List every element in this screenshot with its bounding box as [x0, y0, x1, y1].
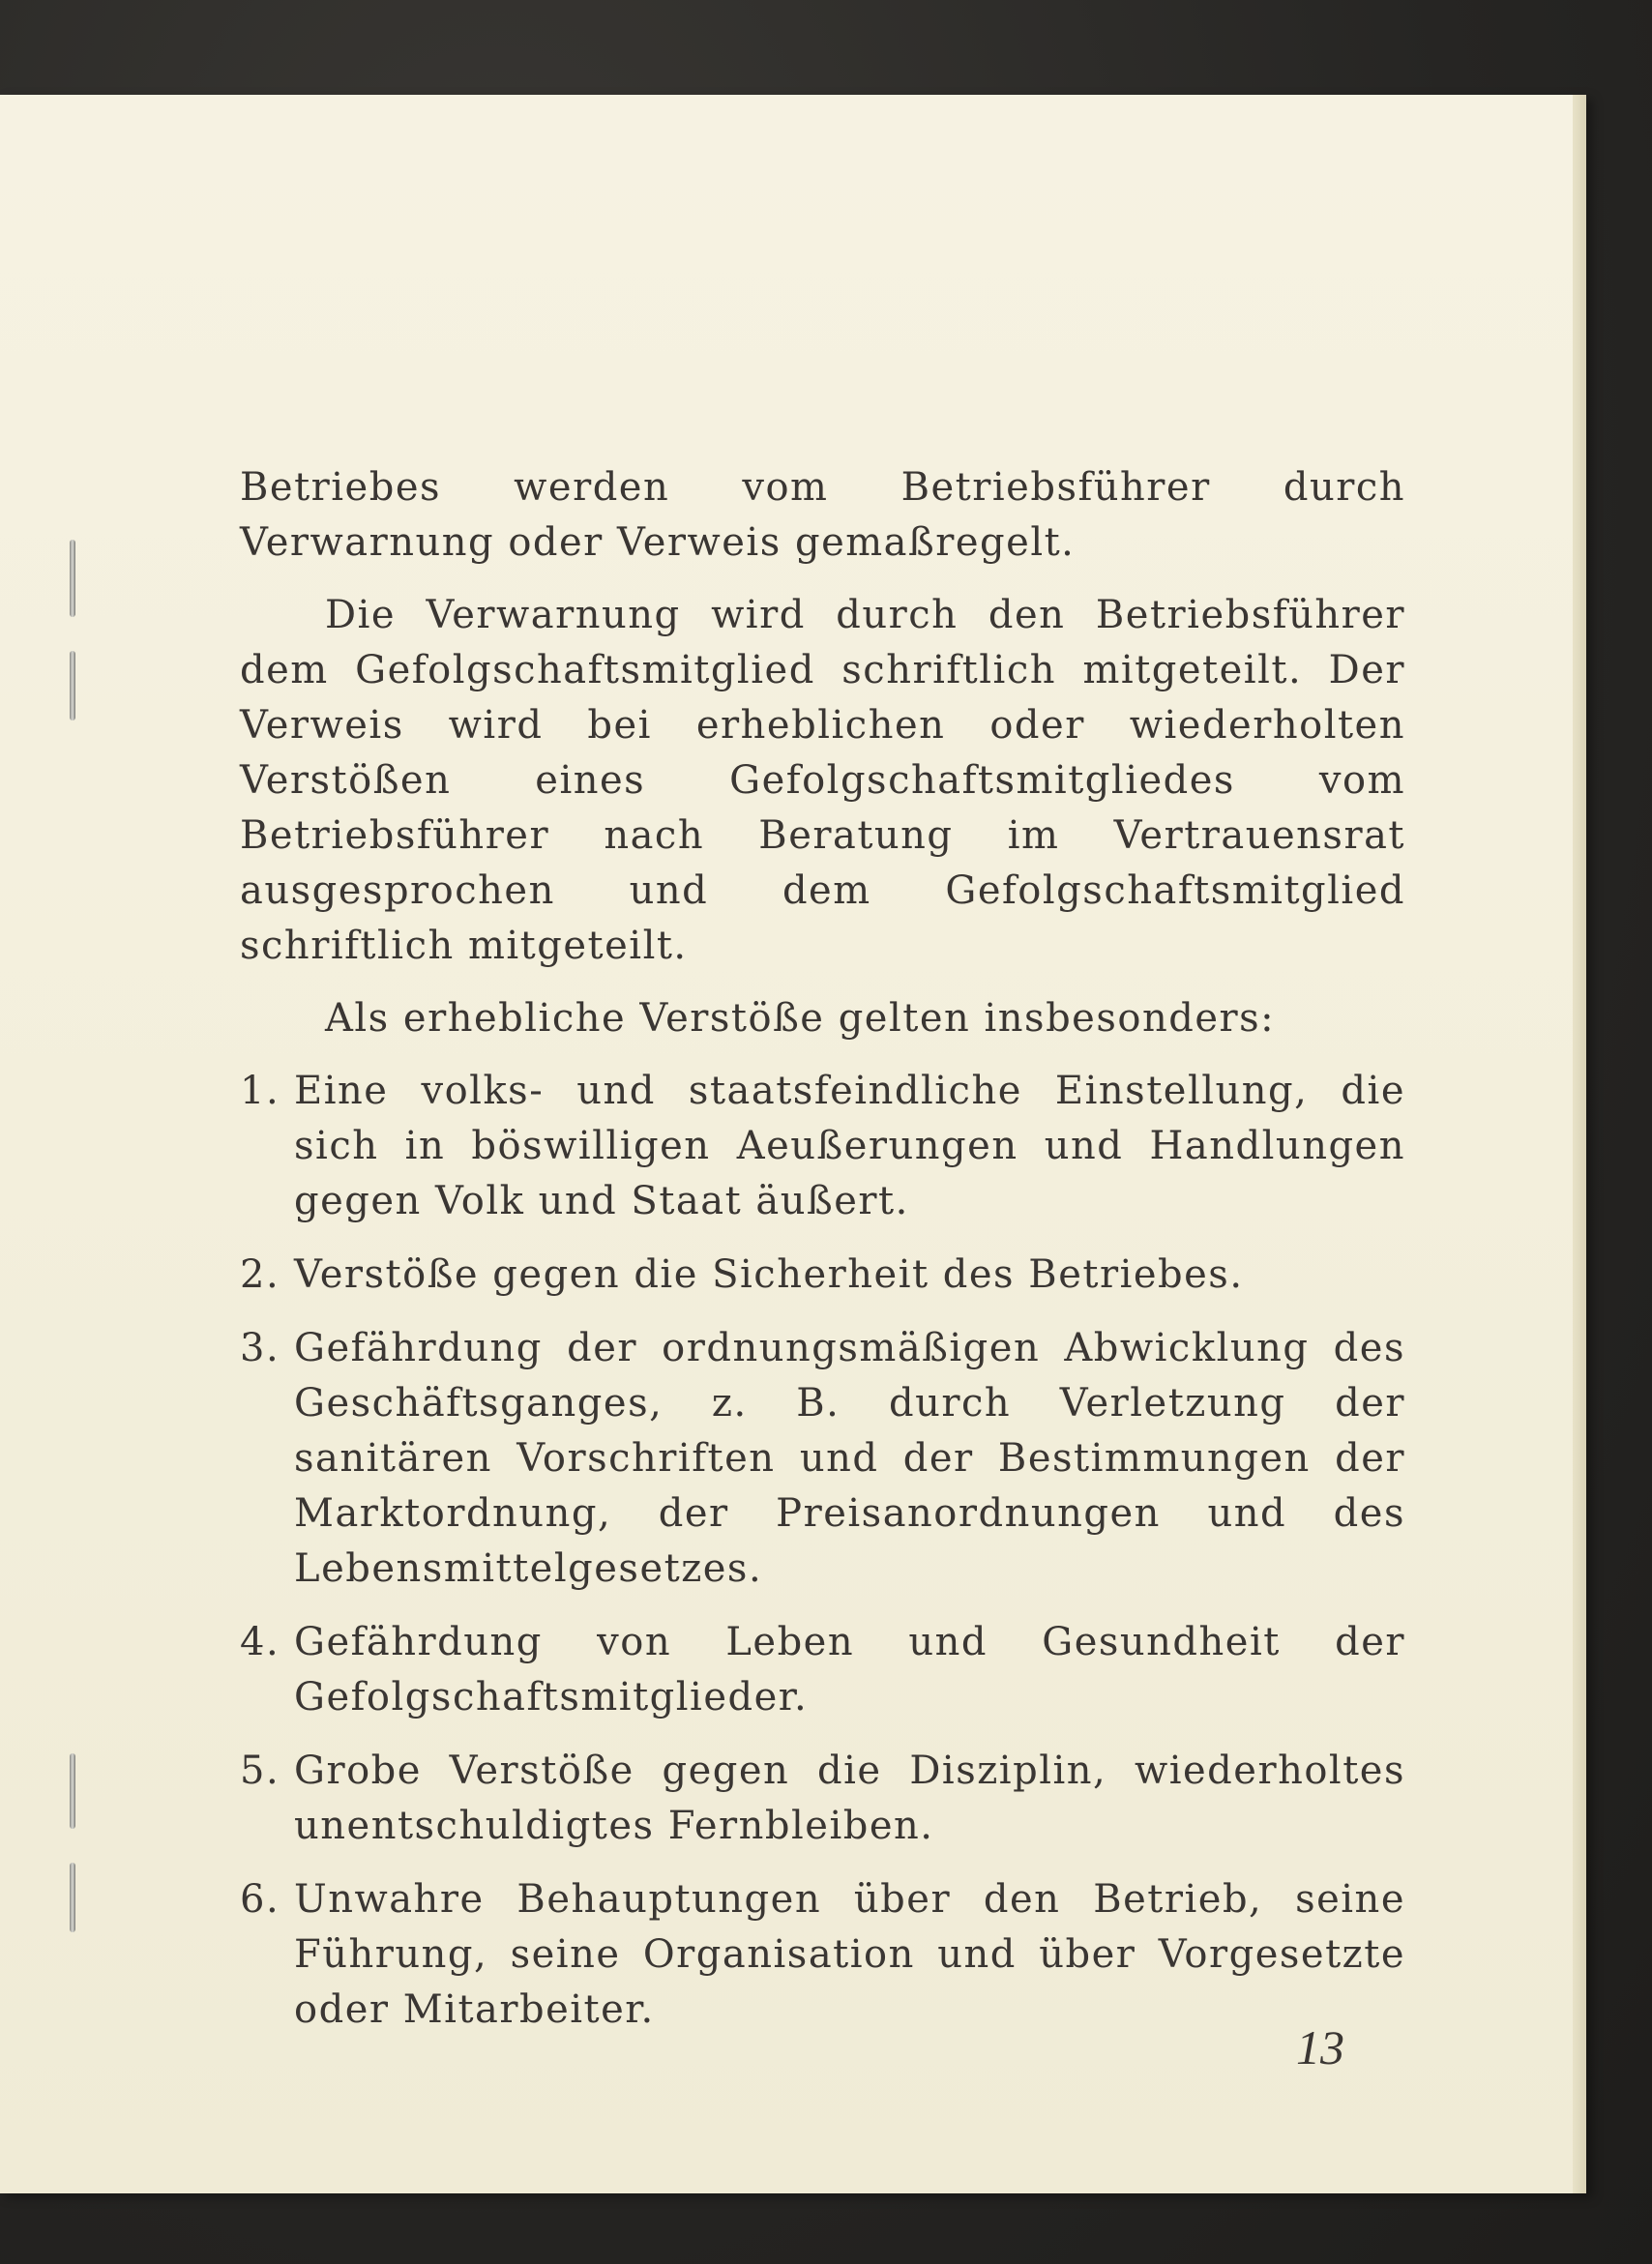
staple-bottom-lower	[70, 1863, 75, 1932]
list-item	[240, 1744, 1405, 1854]
paragraph-list-intro: Als erhebliche Verstöße gelten insbesonders:	[325, 996, 1276, 1041]
violations-list	[240, 1064, 1405, 2038]
list-item	[240, 1872, 1405, 2038]
list-item-number: 6.	[240, 1877, 280, 1922]
list-item-text: Grobe Verstöße gegen die Disziplin, wiederholtes unentschuldigtes Fernbleiben.	[294, 1749, 1405, 1848]
page-edge	[1573, 95, 1586, 2193]
list-item-number: 4.	[240, 1620, 280, 1664]
page-number: 13	[1296, 2020, 1344, 2074]
list-item-number: 3.	[240, 1326, 280, 1370]
body-text	[240, 460, 1405, 2056]
list-item	[240, 1321, 1405, 1597]
list-item-number: 5.	[240, 1749, 280, 1793]
staple-top-upper	[70, 540, 75, 617]
paragraph-verwarnung: Die Verwarnung wird durch den Betriebsführer dem Gefolgschaftsmitglied schriftlich mitgeteilt. Der Verweis wird bei erheblichen oder wiederholten Verstößen eines Gefolgschaftsmitgliedes vom Betriebsführer nach Beratung im Vertrauensrat ausgesprochen und dem Gefolgschaftsmitglied schriftlich mitgeteilt.	[240, 593, 1405, 968]
list-item	[240, 1064, 1405, 1229]
staple-bottom-upper	[70, 1753, 75, 1829]
booklet-page	[0, 95, 1586, 2193]
list-item	[240, 1615, 1405, 1725]
list-item-text: Gefährdung der ordnungsmäßigen Abwicklung des Geschäftsganges, z. B. durch Verletzung der sanitären Vorschriften und der Bestimmungen der Marktordnung, der Preisanordnungen und des Lebensmittelgesetzes.	[294, 1326, 1405, 1591]
list-item	[240, 1248, 1405, 1303]
list-item-text: Eine volks- und staatsfeindliche Einstellung, die sich in böswilligen Aeußerungen und Handlungen gegen Volk und Staat äußert.	[294, 1069, 1405, 1223]
list-item-text: Gefährdung von Leben und Gesundheit der Gefolgschaftsmitglieder.	[294, 1620, 1405, 1720]
list-item-number: 2.	[240, 1252, 280, 1297]
paragraph-continuation: Betriebes werden vom Betriebsführer durch Verwarnung oder Verweis gemaßregelt.	[240, 465, 1405, 565]
list-item-text: Unwahre Behauptungen über den Betrieb, seine Führung, seine Organisation und über Vorgesetzte oder Mitarbeiter.	[294, 1877, 1405, 2032]
list-item-text: Verstöße gegen die Sicherheit des Betriebes.	[294, 1252, 1244, 1297]
list-item-number: 1.	[240, 1069, 280, 1113]
staple-top-lower	[70, 651, 75, 720]
